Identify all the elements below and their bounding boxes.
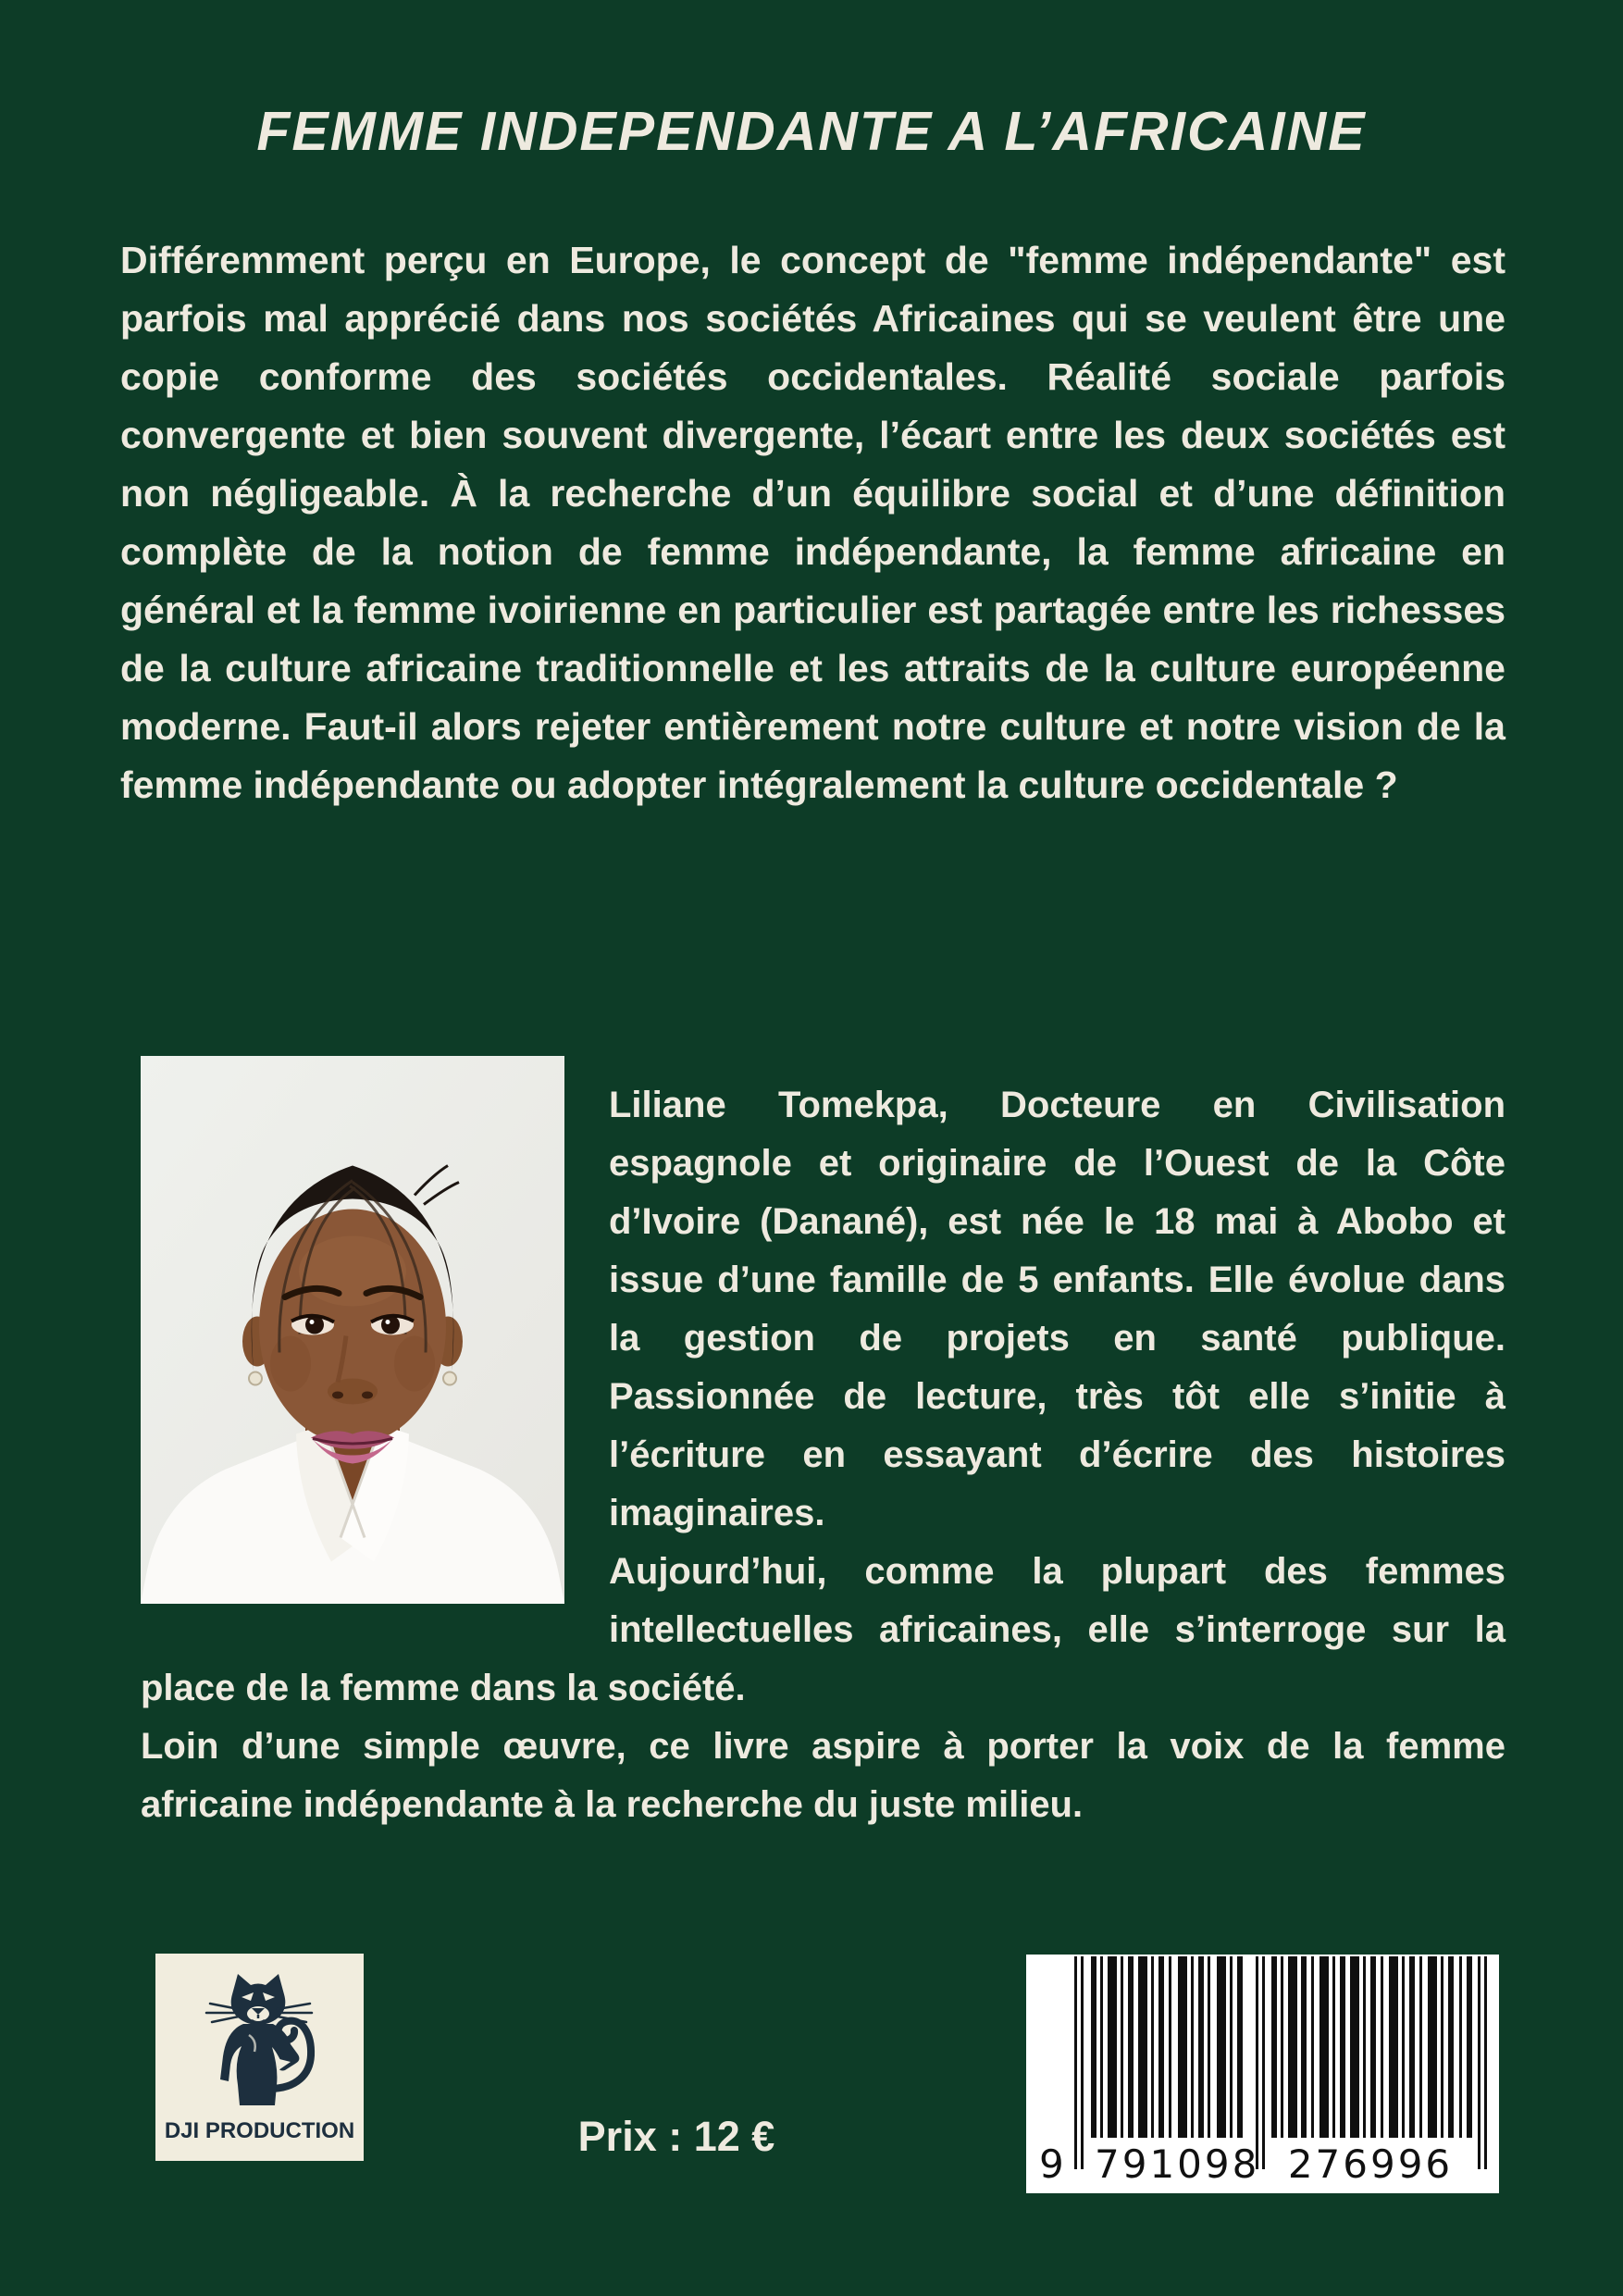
barcode-digit-group-2: 276996: [1287, 2141, 1454, 2187]
author-bio-paragraph: Aujourd’hui, comme la plupart des femmes intellectuelles africaines, elle s’interroge sur la place de la femme dans la société.: [141, 1551, 1505, 1708]
author-bio-paragraph: Liliane Tomekpa, Docteure en Civilisation espagnole et originaire de l’Ouest de la Côte d’Ivoire (Danané), est née le 18 mai à Abobo et issue d’une famille de 5 enfants. Elle évolue dans la gestion de projets en santé publique. Passionnée de lecture, très tôt elle s’initie à l’écriture en essayant d’écrire des histoires imaginaires.: [609, 1085, 1505, 1533]
isbn-barcode: [1026, 1955, 1499, 2193]
barcode-digit-group-1: 791098: [1095, 2141, 1260, 2187]
publisher-logo: [155, 1954, 364, 2161]
author-photo: [141, 1056, 564, 1604]
author-portrait-illustration: [141, 1056, 564, 1604]
panther-icon: [191, 1965, 329, 2105]
price-label: Prix : 12 €: [577, 2113, 775, 2160]
synopsis-text: Différemment perçu en Europe, le concept de "femme indépendante" est parfois mal apprécié dans nos sociétés Africaines qui se veulent être une copie conforme des sociétés occidentales. Réalité sociale parfois convergente et bien souvent divergente, l’écart entre les deux sociétés est non négligeable. À la recherche d’un équilibre social et d’une définition complète de la notion de femme indépendante, la femme africaine en général et la femme ivoirienne en particulier est partagée entre les richesses de la culture africaine traditionnelle et les attraits de la culture européenne moderne. Faut-il alors rejeter entièrement notre culture et notre vision de la femme indépendante ou adopter intégralement la culture occidentale ?: [120, 239, 1505, 806]
book-title: FEMME INDEPENDANTE A L’AFRICAINE: [256, 101, 1367, 162]
publisher-name: DJI PRODUCTION: [164, 2118, 355, 2143]
author-bio-paragraph: Loin d’une simple œuvre, ce livre aspire à porter la voix de la femme africaine indépendante à la recherche du juste milieu.: [141, 1726, 1505, 1825]
barcode-digits: [1026, 2141, 1499, 2188]
barcode-digit-prefix: 9: [1039, 2141, 1064, 2187]
author-section: [141, 1056, 1505, 1834]
